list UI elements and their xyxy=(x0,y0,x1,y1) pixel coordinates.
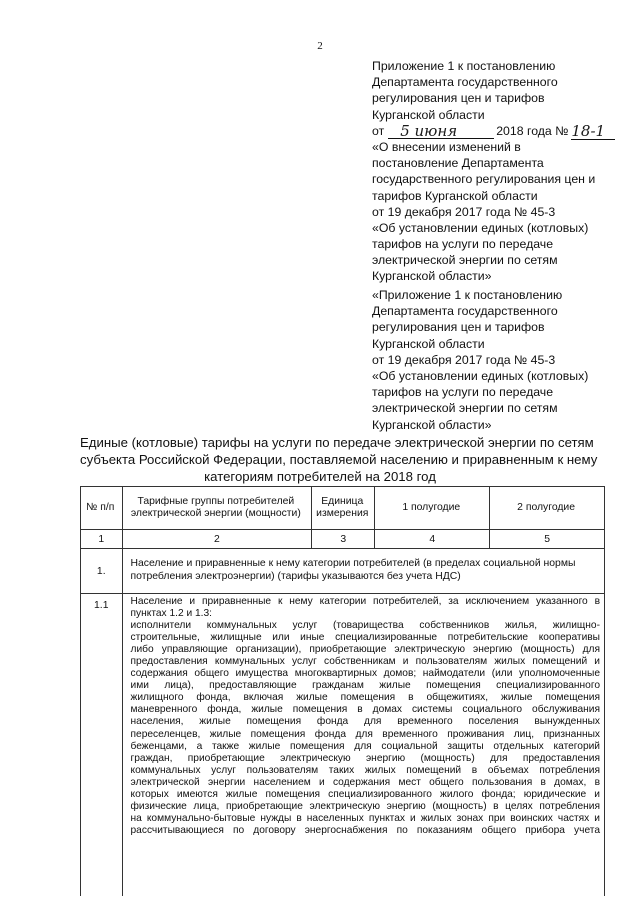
header-unit: Единица измерения xyxy=(312,487,375,530)
column-number: 4 xyxy=(375,530,490,549)
appendix-date-line xyxy=(372,123,634,139)
appendix-line: Курганской области xyxy=(372,107,485,122)
handwritten-date: 5 июня xyxy=(388,125,494,139)
header-half2: 2 полугодие xyxy=(490,487,605,530)
description-line: населения, жилые помещения фонда для временного поселения вынужденных xyxy=(130,716,600,728)
appendix-line: Департамента государственного xyxy=(372,75,558,90)
appendix-original-header xyxy=(372,287,634,433)
description-line: граждан, приобретающие электрическую энергию (мощность) для предоставления xyxy=(130,752,600,764)
row-number: 1. xyxy=(81,549,123,594)
row-description: Население и приравненные к нему категории потребителей (в пределах социальной нормы потребления электроэнергии) (тарифы указываются без учета НДС) xyxy=(122,549,604,594)
appendix-current-header xyxy=(372,58,634,285)
appendix-line: Курганской области xyxy=(372,336,485,351)
description-line: коммунальных услуг пользователям таких жилых помещений в объемах потребления xyxy=(130,764,600,776)
date-prefix: от xyxy=(372,123,385,138)
row-description xyxy=(122,594,604,897)
appendix-line: электрической энергии по сетям xyxy=(372,253,558,268)
appendix-line: «Приложение 1 к постановлению xyxy=(372,288,563,302)
appendix-line: Приложение 1 к постановлению xyxy=(372,59,556,73)
description-line: ими лица), предоставляющие гражданам жилые помещения специализированного xyxy=(130,680,600,692)
appendix-line: тарифов Курганской области xyxy=(372,188,538,203)
description-line: содержания общего имущества многоквартирных домов; наймодатели (или уполномоченные xyxy=(130,668,600,680)
appendix-line: Курганской области» xyxy=(372,417,492,432)
description-line: физические лица, приобретающие электрическую энергию (мощность) в целях потребления xyxy=(130,800,600,812)
header-half1: 1 полугодие xyxy=(375,487,490,530)
description-line: рассчитывающиеся по договору энергоснабжения по показаниям общего прибора учета xyxy=(130,824,600,836)
row-number: 1.1 xyxy=(81,594,123,897)
description-line: которых имеются жилые помещения специализированного жилого фонда; юридические и xyxy=(130,788,600,800)
table-row-section-1-1 xyxy=(81,594,605,897)
column-number: 5 xyxy=(490,530,605,549)
heading-line: субъекта Российской Федерации, поставляемой населению и приравненным к нему xyxy=(80,452,598,467)
description-line: электрической энергии населением и содержания мест общего пользования в домах, в xyxy=(130,776,600,788)
appendix-line: Курганской области» xyxy=(372,269,492,284)
appendix-line: тарифов на услуги по передаче xyxy=(372,385,554,400)
header-num: № п/п xyxy=(81,487,123,530)
year-text: 2018 года № xyxy=(496,123,569,138)
description-line: жилищного фонда, включая жилые помещения в общежитиях, жилые помещения xyxy=(130,692,600,704)
handwritten-number: 18-1 xyxy=(571,125,615,140)
appendix-line: «Об установлении единых (котловых) xyxy=(372,368,589,383)
appendix-line: тарифов на услуги по передаче xyxy=(372,237,554,252)
appendix-line: Департамента государственного xyxy=(372,304,558,319)
page-number: 2 xyxy=(317,40,323,52)
appendix-line: регулирования цен и тарифов xyxy=(372,320,545,335)
description-line: переселенцев, жилые помещения фонда для временного проживания лиц, признанных xyxy=(130,728,600,740)
appendix-line: постановление Департамента xyxy=(372,156,544,171)
description-line: пунктах 1.2 и 1.3: xyxy=(130,608,212,620)
appendix-line: электрической энергии по сетям xyxy=(372,401,558,416)
appendix-line: государственного регулирования цен и xyxy=(372,172,596,187)
description-line: предоставления коммунальных услуг собственникам и пользователям жилых помещений и xyxy=(130,656,600,668)
appendix-line: от 19 декабря 2017 года № 45-3 xyxy=(372,204,556,219)
table-row-section-1 xyxy=(81,549,605,594)
description-line: маневренного фонда, жилые помещения в домах системы социального обслуживания xyxy=(130,704,600,716)
description-line: беженцами, а также жилые помещения для социальной защиты отдельных категорий xyxy=(130,740,600,752)
description-line: строительные, жилищные или иные специализированные потребительские кооперативы xyxy=(130,632,600,644)
column-number-row xyxy=(81,530,605,549)
description-line: либо управляющие организации), приобретающие электрическую энергию (мощность) для xyxy=(130,644,600,656)
heading-line: категориям потребителей на 2018 год xyxy=(204,469,436,484)
document-heading xyxy=(80,434,598,485)
column-number: 3 xyxy=(312,530,375,549)
description-line: исполнители коммунальных услуг (товарищества собственников жилья, жилищно- xyxy=(130,620,600,632)
appendix-line: «Об установлении единых (котловых) xyxy=(372,220,589,235)
heading-line: Единые (котловые) тарифы на услуги по передаче электрической энергии по сетям xyxy=(80,435,594,450)
appendix-line: регулирования цен и тарифов xyxy=(372,91,545,106)
appendix-line: от 19 декабря 2017 года № 45-3 xyxy=(372,352,556,367)
tariffs-table xyxy=(80,486,605,896)
appendix-line: «О внесении изменений в xyxy=(372,139,521,154)
description-line: на коммунально-бытовые нужды в населенных пунктах и жилых зонах при воинских частях и xyxy=(130,812,600,824)
table-header-row xyxy=(81,487,605,530)
header-groups: Тарифные группы потребителей электрической энергии (мощности) xyxy=(122,487,312,530)
column-number: 1 xyxy=(81,530,123,549)
description-line: Население и приравненные к нему категории потребителей, за исключением указанного в xyxy=(130,596,600,607)
column-number: 2 xyxy=(122,530,312,549)
